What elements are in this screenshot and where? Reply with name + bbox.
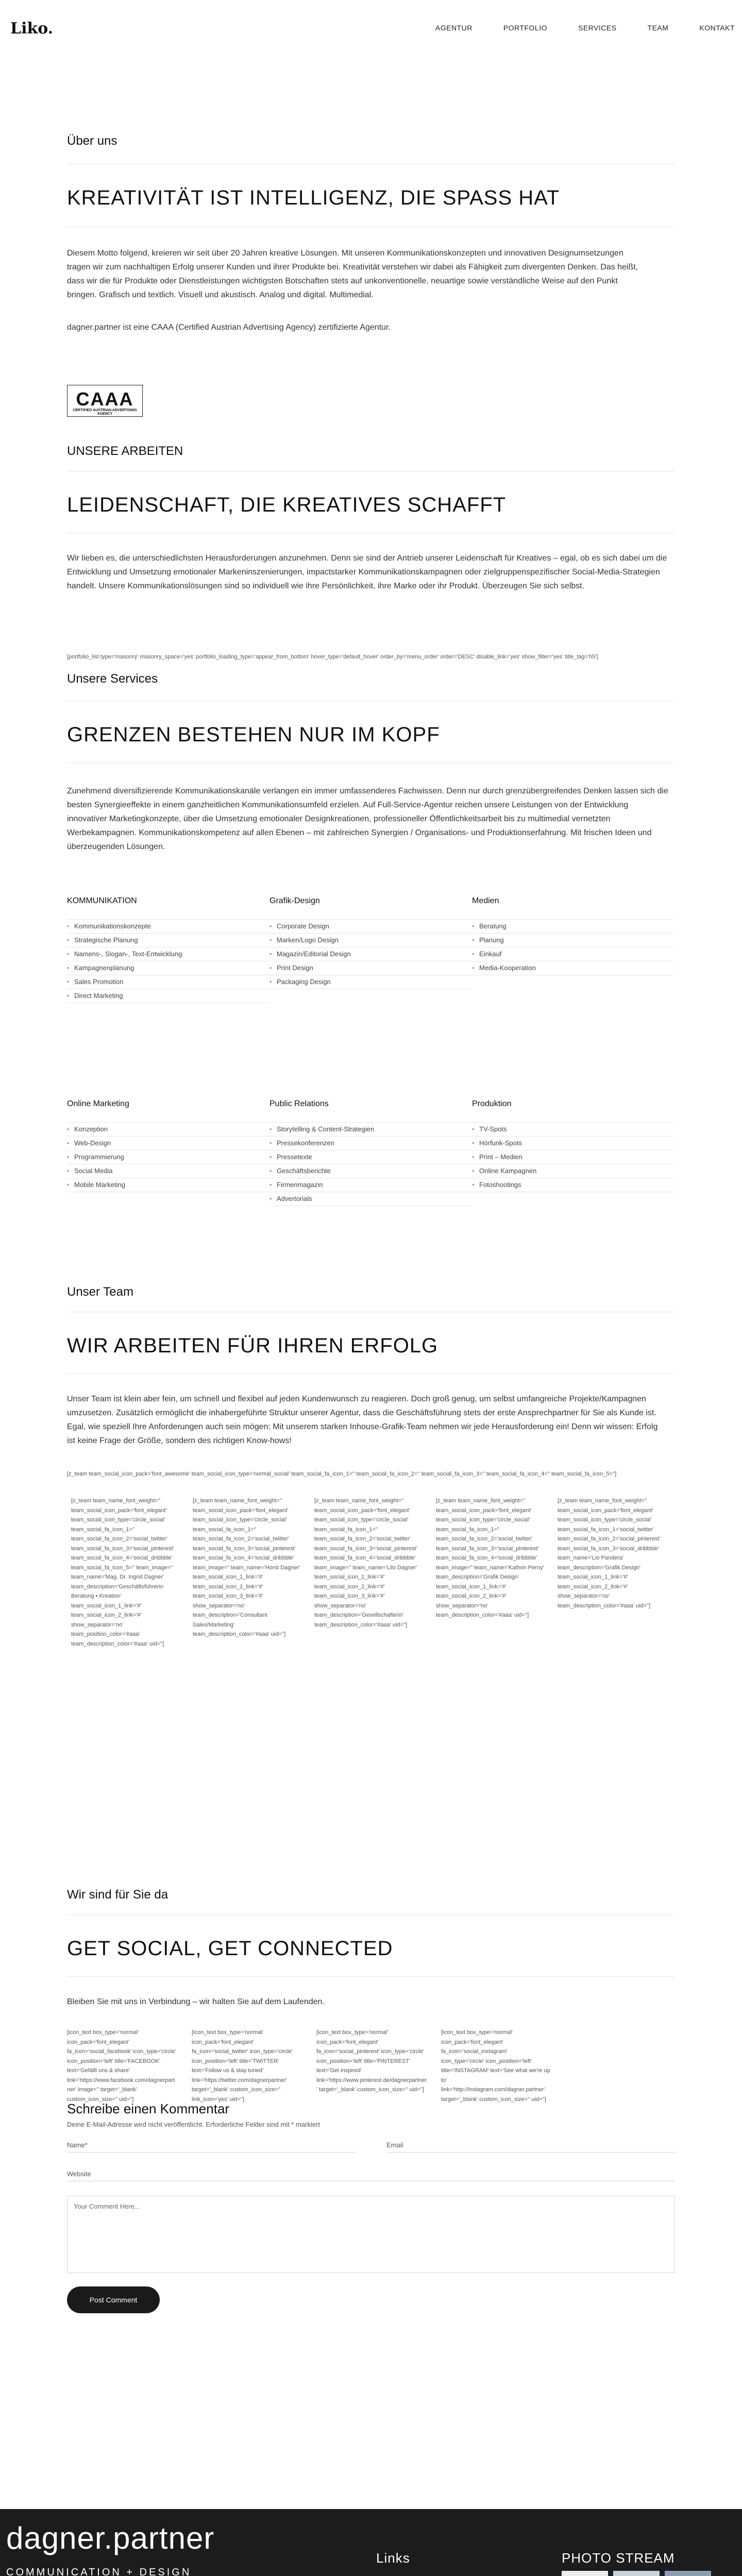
- photo-thumb[interactable]: [613, 2571, 660, 2576]
- service-item: • Einkauf: [472, 947, 674, 961]
- team-shortcode: [z_team team_social_icon_pack='font_awesome' team_social_icon_type='normal_social' team_social_fa_icon_1='' team_social_fa_icon_2='' team_social_fa_icon_3='' team_social_fa_icon_4='' team_social_fa_icon_5='']: [67, 1471, 617, 1477]
- service-item: • Corporate Design: [269, 920, 472, 934]
- service-column-title: Produktion: [472, 1099, 512, 1108]
- works-label: UNSERE ARBEITEN: [67, 444, 183, 458]
- team-member-shortcode: [z_team team_name_font_weight='' team_social_icon_pack='font_elegant' team_social_icon_type='circle_social' team_social_fa_icon_1='' team_social_fa_icon_2='social_twitter' team_social_fa_icon_3='social_pinterest' team_social_fa_icon_4='social_dribbble' team_image='' team_name='Horst Dagner' team_social_icon_1_link='#' team_social_icon_2_link='#' team_social_icon_3_link='#' show_separator='no' team_description='Consultant Sales/Marketing' team_description_color='#aaa' uid='']: [193, 1498, 300, 1637]
- footer-logo: dagner.partner: [6, 2521, 215, 2555]
- post-comment-button[interactable]: Post Comment: [67, 2286, 160, 2313]
- caaa-logo-letters: CAAA: [76, 388, 134, 410]
- social-label: Wir sind für Sie da: [67, 1888, 168, 1902]
- service-item: • Pressetexte: [269, 1150, 472, 1164]
- divider: [67, 1914, 675, 1915]
- service-item: • Print – Medien: [472, 1150, 674, 1164]
- service-list: [269, 919, 472, 989]
- portfolio-shortcode: [portfolio_list type='masonry' masonry_space='yes' portfolio_loading_type='appear_from_bottom' hover_type='default_hover' order_by='menu_order' order='DESC' disable_link='yes' show_filter='yes' title_tag='h5']: [67, 654, 598, 660]
- service-item: • Packaging Design: [269, 975, 472, 989]
- service-item: • Storytelling & Content-Strategien: [269, 1123, 472, 1137]
- footer-tagline: COMMUNICATION + DESIGN: [6, 2567, 192, 2576]
- site-footer: [0, 2509, 742, 2576]
- service-item: • Online Kampagnen: [472, 1164, 674, 1178]
- nav-kontakt[interactable]: KONTAKT: [699, 24, 735, 32]
- social-box-shortcode: [icon_text box_type='normal' icon_pack='font_elegant' fa_icon='social_instagram' icon_type='circle' icon_position='left' title='INSTAGRAM' text='See what we're up to' link='http://instagram.com/dagner.partner' target='_blank' custom_icon_size='' uid='']: [441, 2029, 550, 2103]
- email-field[interactable]: Email: [386, 2141, 675, 2153]
- comment-title: Schreibe einen Kommentar: [67, 2101, 230, 2116]
- service-item: • Sales Promotion: [67, 975, 269, 989]
- works-text: Wir lieben es, die unterschiedlichsten Herausforderungen anzunehmen. Denn sie sind der Antrieb unserer Leidenschaft für Kreatives – egal, ob es sich dabei um die Entwicklung und Umsetzung emotionaler Markeninszenierungen, impactstarker Kommunikationskampagnen oder zielgruppenspezifischer Social-Media-Strategien handelt. Unsere Kommunikationslösungen sind so individuell wie ihre Persönlichkeit, ihre Marke oder ihr Produkt. Überzeugen Sie sich selbst.: [67, 554, 667, 590]
- service-list: [269, 1122, 472, 1206]
- social-box-shortcode: [icon_text box_type='normal' icon_pack='font_elegant' fa_icon='social_facebook' icon_type='circle' icon_position='left' title='FACEBOOK' text='Gefällt uns & share' link='https://www.facebook.com/dagnerpartner' image='' target='_blank' custom_icon_size='' uid='']: [67, 2029, 176, 2103]
- team-label: Unser Team: [67, 1285, 133, 1299]
- service-column: [472, 1099, 674, 1206]
- social-box-shortcode: [icon_text box_type='normal' icon_pack='font_elegant' fa_icon='social_pinterest' icon_type='circle' icon_position='left' title='PINTEREST' text='Get inspired' link='https://www.pinterest.de/dagnerpartner' target='_blank' custom_icon_size='' uid='']: [316, 2029, 427, 2093]
- site-header: [0, 0, 742, 57]
- service-item: • Fotoshootings: [472, 1178, 674, 1192]
- services-text: Zunehmend diversifizierende Kommunikationskanäle verlangen ein immer umfassenderes Fachwissen. Denn nur durch grenzübergreifendes Denken lassen sich die besten Synergieeffekte in einem ganzheitlichen Kommunikationsumfeld erzielen. Auf Full-Service-Agentur reichen unsere Leistungen von der Entwicklung innovativer Marketingkonzepte, über die Umsetzung emotionaler Designkreationen, professioneller Öffentlichkeitsarbeit bis zu multimedial vernetzten Werbekampagnen. Kommunikationskompetenz auf allen Ebenen – mit zahlreichen Synergien / Organisations- und Produktionserfahrung. Mit frischen Ideen und überzeugenden Lösungen.: [67, 787, 668, 851]
- about-text: Diesem Motto folgend, kreieren wir seit über 20 Jahren kreative Lösungen. Mit unseren Kommunikationskonzepten und innovativen Designumsetzungen tragen wir zum nachhaltigen Erfolg unserer Kunden und ihrer Produkte bei. Kreativität verstehen wir dabei als Fähigkeit zum divergenten Denken. Das heißt, dass wir die für Produkte oder Dienstleistungen wichtigsten Botschaften stets auf unkonventionelle, neuartige sowie verständliche Weise auf den Punkt bringen. Grafisch und textlich. Visuell und akustisch. Analog und digital. Multimedial.: [67, 249, 638, 299]
- service-item: • Advertorials: [269, 1192, 472, 1206]
- nav-portfolio[interactable]: PORTFOLIO: [503, 24, 547, 32]
- social-text: Bleiben Sie mit uns in Verbindung – wir halten Sie auf dem Laufenden.: [67, 1997, 325, 2006]
- about-label: Über uns: [67, 134, 117, 148]
- photo-stream-grid: [562, 2571, 711, 2576]
- service-column-title: Online Marketing: [67, 1099, 129, 1108]
- works-headline: LEIDENSCHAFT, DIE KREATIVES SCHAFFT: [67, 494, 507, 516]
- service-item: • Marken/Logo Design: [269, 934, 472, 947]
- service-column-title: Grafik-Design: [269, 896, 320, 905]
- photo-thumb[interactable]: [665, 2571, 711, 2576]
- photo-thumb[interactable]: [562, 2571, 608, 2576]
- team-member-shortcode: [z_team team_name_font_weight='' team_social_icon_pack='font_elegant' team_social_icon_type='circle_social' team_social_fa_icon_1='social_twitter' team_social_fa_icon_2='social_pinterest' team_social_fa_icon_3='social_dribbble' team_name='Lio Pandera' team_description='Grafik Design' team_social_icon_1_link='#' team_social_icon_2_link='#' show_separator='no' team_description_color='#aaa' uid='']: [558, 1498, 661, 1609]
- service-column: [269, 896, 472, 1003]
- team-member-shortcode: [z_team team_name_font_weight='' team_social_icon_pack='font_elegant' team_social_icon_type='circle_social' team_social_fa_icon_1='' team_social_fa_icon_2='social_twitter' team_social_fa_icon_3='social_pinterest' team_social_fa_icon_4='social_dribbble' team_image='' team_name='Kathrin Perny' team_description='Grafik Design' team_social_icon_1_link='#' team_social_icon_2_link='#' show_separator='no' team_description_color='#aaa' uid='']: [436, 1498, 544, 1618]
- service-item: • Strategische Planung: [67, 934, 269, 947]
- social-box-shortcode: [icon_text box_type='normal' icon_pack='font_elegant' fa_icon='social_twitter' icon_type='circle' icon_position='left' title='TWITTER' text='Follow us & stay tuned' link='https://twitter.com/dagnerpartner' target='_blank' custom_icon_size='' link_icon='yes' uid='']: [192, 2029, 293, 2103]
- service-list: [67, 919, 269, 1003]
- comment-note: Deine E-Mail-Adresse wird nicht veröffentlicht. Erforderliche Felder sind mit * markiert: [67, 2121, 321, 2128]
- nav-services[interactable]: SERVICES: [578, 24, 617, 32]
- service-columns-row1: [67, 896, 674, 1003]
- services-headline: GRENZEN BESTEHEN NUR IM KOPF: [67, 723, 440, 746]
- team-text: Unser Team ist klein aber fein, um schnell und flexibel auf jeden Kundenwunsch zu reagieren. Doch groß genug, um selbst umfangreiche Projekte/Kampagnen umzusetzen. Zusätzlich ermöglicht die inhabergeführte Struktur unserer Agentur, dass die Geschäftsführung stets der erste Ansprechpartner für Sie als Kunde ist. Egal, wie speziell Ihre Anforderungen auch sein mögen: Mit unserem starken Inhouse-Grafik-Team nehmen wir jede Herausforderung ein! Denn wir wissen: Erfolg ist keine Frage der Größe, sondern des richtigen Know-hows!: [67, 1395, 658, 1445]
- service-item: • Print Design: [269, 961, 472, 975]
- service-column-title: Public Relations: [269, 1099, 329, 1108]
- service-item: • Kommunikationskonzepte: [67, 920, 269, 934]
- about-headline: KREATIVITÄT IST INTELLIGENZ, DIE SPASS HAT: [67, 187, 560, 209]
- team-member-shortcode: [z_team team_name_font_weight='' team_social_icon_pack='font_elegant' team_social_icon_type='circle_social' team_social_fa_icon_1='' team_social_fa_icon_2='social_twitter' team_social_fa_icon_3='social_pinterest' team_social_fa_icon_4='social_dribbble' team_social_fa_icon_5='' team_image='' team_name='Mag. Dr. Ingrid Dagner' team_description='Geschäftsführerin Beratung • Kreation' team_social_icon_1_link='#' team_social_icon_2_link='#' show_separator='no' team_position_color='#aaa' team_description_color='#aaa' uid='']: [71, 1498, 174, 1647]
- service-item: • Konzeption: [67, 1123, 269, 1137]
- caaa-text: dagner.partner ist eine CAAA (Certified Austrian Advertising Agency) zertifizierte Agentur.: [67, 323, 391, 332]
- service-column: [67, 896, 269, 1003]
- nav-team[interactable]: TEAM: [647, 24, 669, 32]
- team-member-shortcode: [z_team team_name_font_weight='' team_social_icon_pack='font_elegant' team_social_icon_type='circle_social' team_social_fa_icon_1='' team_social_fa_icon_2='social_twitter' team_social_fa_icon_3='social_pinterest' team_social_fa_icon_4='social_dribbble' team_image='' team_name='Lilo Dagner' team_social_icon_1_link='#' team_social_icon_2_link='#' team_social_icon_3_link='#' show_separator='no' team_description='Gesellschafterin' team_description_color='#aaa' uid='']: [314, 1498, 417, 1628]
- service-item: • Mobile Marketing: [67, 1178, 269, 1192]
- service-item: • Kampagnenplanung: [67, 961, 269, 975]
- name-field[interactable]: Name*: [67, 2141, 356, 2153]
- service-list: [472, 1122, 674, 1192]
- team-members: [71, 1496, 666, 1649]
- service-column: [472, 896, 674, 1003]
- nav-agentur[interactable]: AGENTUR: [435, 24, 473, 32]
- services-label: Unsere Services: [67, 672, 158, 686]
- website-field[interactable]: Website: [67, 2170, 675, 2181]
- service-item: • Magazin/Editorial Design: [269, 947, 472, 961]
- service-item: • Hörfunk-Spots: [472, 1137, 674, 1150]
- service-item: • Planung: [472, 934, 674, 947]
- service-item: • Direct Marketing: [67, 989, 269, 1003]
- caaa-logo: [67, 385, 143, 417]
- service-item: • Pressekonferenzen: [269, 1137, 472, 1150]
- divider: [67, 762, 675, 763]
- service-column: [269, 1099, 472, 1206]
- comment-textarea[interactable]: Your Comment Here...: [67, 2196, 675, 2273]
- service-item: • Social Media: [67, 1164, 269, 1178]
- social-headline: GET SOCIAL, GET CONNECTED: [67, 1937, 393, 1960]
- service-item: • Programmierung: [67, 1150, 269, 1164]
- main-nav: [435, 24, 735, 32]
- caaa-logo-sub: CERTIFIED AUSTRIAN ADVERTISING AGENCY: [73, 409, 137, 416]
- service-column-title: KOMMUNIKATION: [67, 896, 137, 905]
- team-headline: WIR ARBEITEN FÜR IHREN ERFOLG: [67, 1334, 439, 1357]
- photo-stream-title: PHOTO STREAM: [562, 2550, 675, 2566]
- social-boxes: [67, 2028, 551, 2104]
- service-item: • Firmenmagazin: [269, 1178, 472, 1192]
- service-item: • Geschäftsberichte: [269, 1164, 472, 1178]
- service-column-title: Medien: [472, 896, 499, 905]
- service-item: • Web-Design: [67, 1137, 269, 1150]
- service-column: [67, 1099, 269, 1206]
- service-item: • Beratung: [472, 920, 674, 934]
- service-item: • Namens-, Slogan-, Text-Entwicklung: [67, 947, 269, 961]
- service-columns-row2: [67, 1099, 674, 1206]
- service-item: • TV-Spots: [472, 1123, 674, 1137]
- divider: [67, 1976, 675, 1977]
- service-item: • Media-Kooperation: [472, 961, 674, 975]
- site-logo[interactable]: Liko.: [10, 20, 54, 38]
- service-list: [472, 919, 674, 975]
- service-list: [67, 1122, 269, 1192]
- footer-links-title: Links: [376, 2550, 410, 2566]
- footer-links: [376, 2550, 422, 2576]
